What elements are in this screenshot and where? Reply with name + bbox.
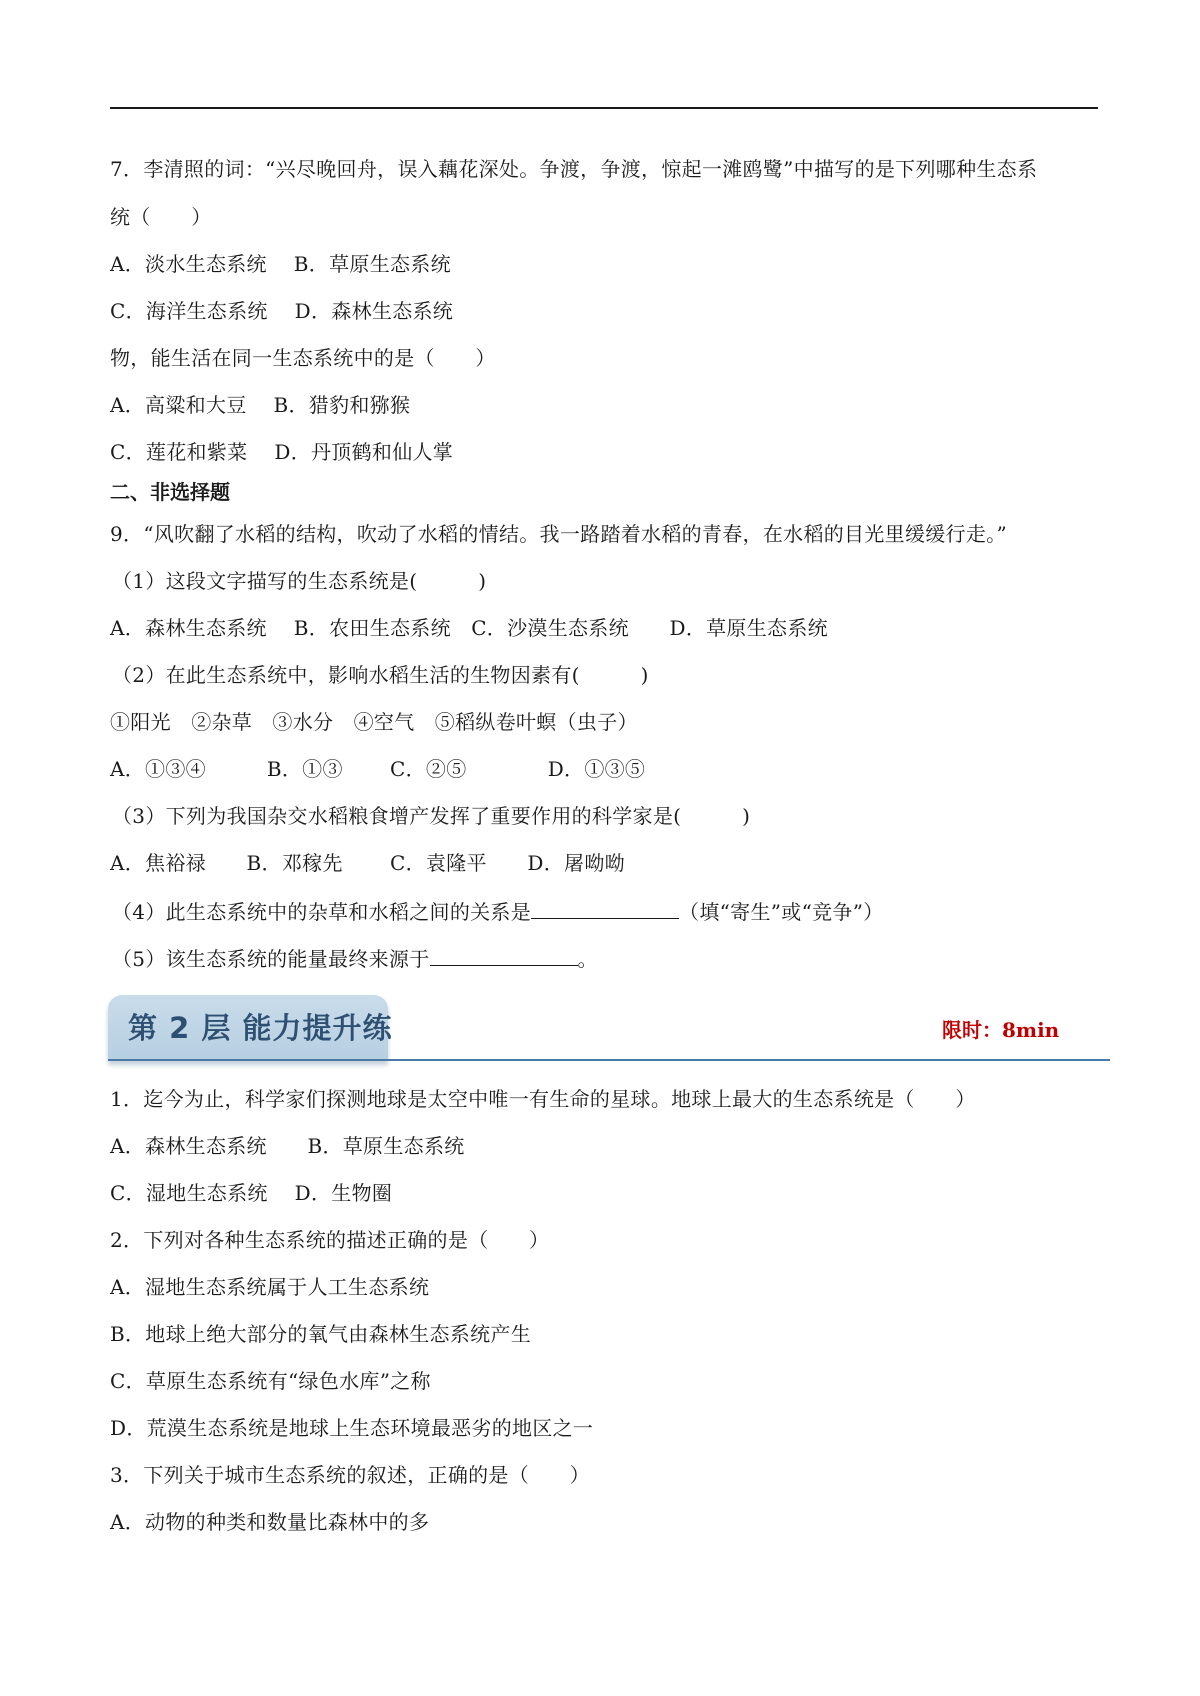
q9-stem: 9．“风吹翻了水稻的结构，吹动了水稻的情结。我一路踏着水稻的青春，在水稻的目光里缓缓行走。”	[110, 522, 1007, 546]
q7-stem-line1: 7．李清照的词：“兴尽晚回舟，误入藕花深处。争渡，争渡，惊起一滩鸥鹭”中描写的是下列哪种生态系	[110, 157, 1038, 181]
q9-sub5-end: 。	[577, 947, 598, 971]
q9-sub3-options: A．焦裕禄 B．邓稼先 C．袁隆平 D．屠呦呦	[110, 851, 625, 875]
q9-sub4-text: （4）此生态系统中的杂草和水稻之间的关系是	[112, 900, 532, 924]
q9-sub1: （1）这段文字描写的生态系统是( )	[112, 569, 487, 593]
q9-sub2: （2）在此生态系统中，影响水稻生活的生物因素有( )	[112, 663, 649, 687]
q9-sub5	[112, 943, 598, 973]
header-rule	[110, 107, 1098, 109]
time-limit: 限时：8min	[942, 1018, 1060, 1042]
l2q2-option-d: D．荒漠生态系统是地球上生态环境最恶劣的地区之一	[110, 1416, 594, 1440]
q9-sub1-options: A．森林生态系统 B．农田生态系统 C．沙漠生态系统 D．草原生态系统	[110, 616, 828, 640]
l2q2-option-c: C．草原生态系统有“绿色水库”之称	[110, 1369, 431, 1393]
q8-options-row2: C．莲花和紫菜 D．丹顶鹤和仙人掌	[110, 440, 454, 464]
q9-sub5-text: （5）该生态系统的能量最终来源于	[112, 947, 430, 971]
q9-sub2-options: A．①③④ B．①③ C．②⑤ D．①③⑤	[110, 757, 646, 781]
q8-options-row1: A．高粱和大豆 B．猎豹和猕猴	[110, 393, 411, 417]
l2q3-option-a: A．动物的种类和数量比森林中的多	[110, 1510, 430, 1534]
q8-stem: 物，能生活在同一生态系统中的是（ ）	[110, 346, 496, 370]
l2q2-option-b: B．地球上绝大部分的氧气由森林生态系统产生	[110, 1322, 531, 1346]
l2q3-stem: 3．下列关于城市生态系统的叙述，正确的是（ ）	[110, 1463, 590, 1487]
l2q2-stem: 2．下列对各种生态系统的描述正确的是（ ）	[110, 1228, 550, 1252]
q9-sub3: （3）下列为我国杂交水稻粮食增产发挥了重要作用的科学家是( )	[112, 804, 751, 828]
q9-sub2-factors: ①阳光 ②杂草 ③水分 ④空气 ⑤稻纵卷叶螟（虫子）	[110, 710, 638, 734]
l2q1-options-row1: A．森林生态系统 B．草原生态系统	[110, 1134, 465, 1158]
q7-options-row1: A．淡水生态系统 B．草原生态系统	[110, 252, 451, 276]
q9-sub4-answer-blank[interactable]	[531, 896, 679, 919]
q9-sub4	[112, 896, 884, 926]
part2-heading: 二、非选择题	[110, 480, 230, 504]
q7-stem-line2: 统（ ）	[110, 205, 212, 229]
section-title: 第 2 层 能力提升练	[128, 1011, 393, 1045]
q7-options-row2: C．海洋生态系统 D．森林生态系统	[110, 299, 454, 323]
l2q2-option-a: A．湿地生态系统属于人工生态系统	[110, 1275, 430, 1299]
l2q1-options-row2: C．湿地生态系统 D．生物圈	[110, 1181, 393, 1205]
section-underline	[108, 1059, 1110, 1061]
l2q1-stem: 1．迄今为止，科学家们探测地球是太空中唯一有生命的星球。地球上最大的生态系统是（ ）	[110, 1087, 976, 1111]
q9-sub5-answer-blank[interactable]	[430, 943, 578, 966]
q9-sub4-hint: （填“寄生”或“竞争”）	[679, 900, 884, 924]
